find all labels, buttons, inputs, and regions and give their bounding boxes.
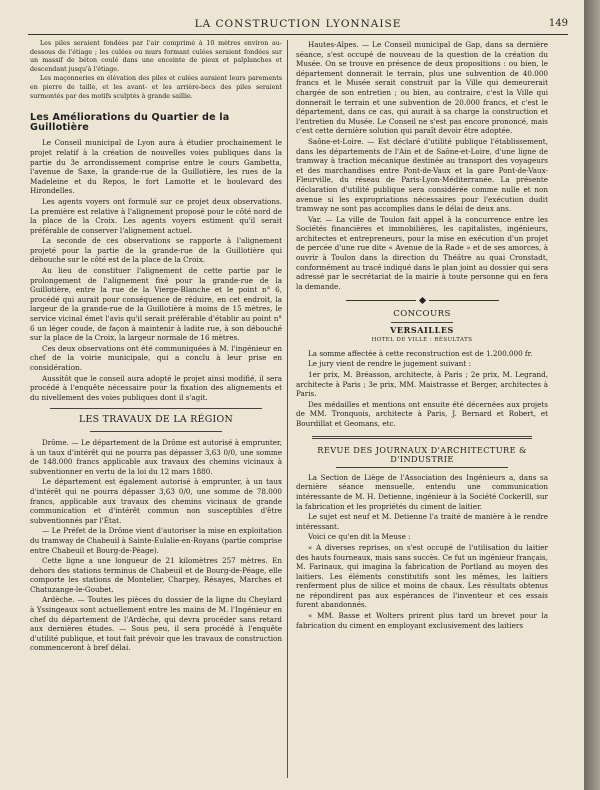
left-column — [30, 40, 282, 654]
article-paragraph: 1er prix, M. Bréasson, architecte, à Paris ; 2e prix, M. Legrand, architecte à Paris ; 3e prix, MM. Maistrasse et Berger, architectes à Paris. — [296, 370, 548, 399]
article-paragraph: « A diverses reprises, on s'est occupé de l'utilisation du laitier des hauts fourneaux, mais sans succès. Ce fut un ingénieur français, M. Farinaux, qui imagina la fabrication de Portland au moyen des laitiers. Les éléments constitutifs sont les mêmes, les laitiers renferment plus de silice et moins de chaux. Les résultats obtenus ne répondirent pas aux espérances de l'inventeur et ces essais furent abandonnés. — [296, 542, 548, 610]
article-paragraph: Ces deux observations ont été communiquées à M. l'ingénieur en chef de la voirie municipale, qui a conclu à leur prise en considération. — [30, 343, 282, 372]
section-title-guillotiere: Les Améliorations du Quartier de la Guillotière — [30, 112, 230, 133]
title-underline — [90, 431, 222, 432]
article-paragraph: Le département est également autorisé à emprunter, à un taux d'intérêt qui ne pourra dépasser 3,63 0/0, une somme de 78.000 francs, applicable aux travaux des chemins vicinaux de grande communication et d'intérêt commun non susceptibles d'être subventionnés par l'État. — [30, 477, 282, 525]
subsection-title-versailles: VERSAILLES — [390, 324, 454, 335]
article-paragraph: Le jury vient de rendre le jugement suivant : — [308, 359, 472, 369]
article-paragraph: Le sujet est neuf et M. Detienne l'a traité de manière à le rendre intéressant. — [296, 512, 548, 531]
article-paragraph: La seconde de ces observations se rapporte à l'alignement projeté pour la partie de la grande-rue de la Guillotière qui débouche sur le côté est de la place de la Croix. — [30, 236, 282, 265]
header-rule — [28, 34, 568, 35]
page-header — [28, 16, 568, 32]
ornament-separator — [296, 296, 548, 306]
intro-paragraph: Les piles seraient fondées par l'air comprimé à 10 mètres environ au-dessous de l'étiage ; les culées ou murs formant culées seraient fondées sur un massif de béton coulé dans une enceinte de pieux et palplanches et descendant jusqu'à l'étiage. — [30, 40, 282, 73]
article-paragraph: Hautes-Alpes. — Le Conseil municipal de Gap, dans sa dernière séance, s'est occupé de nouveau de la question de la création du Musée. On se trouve en présence de deux propositions : ou bien, le département donnerait le terrain, plus une subvention de 40.000 francs et le Musée serait construit par la Ville qui demeurerait chargée de son entretien ; ou bien, au contraire, c'est la Ville qui donnerait le terrain et une subvention de 20.000 francs, et c'est le département, dans ce cas, qui aurait à sa charge la construction et l'entretien du Musée. Le Conseil ne s'est pas encore prononcé, mais c'est cette dernière solution qui paraît devoir être adoptée. — [296, 40, 548, 136]
section-title-revue: REVUE DES JOURNAUX D'ARCHITECTURE & D'INDUSTRIE — [317, 444, 527, 465]
article-paragraph: Cette ligne a une longueur de 21 kilomètres 257 mètres. En dehors des stations terminus de Chabeuil et de Bourg-de-Péage, elle comporte les stations de Montelier, Charpey, Résayes, Marches et Chatuzange-le-Goubet. — [30, 556, 282, 594]
page-number: 149 — [548, 18, 568, 29]
article-paragraph: Les agents voyers ont formulé sur ce projet deux observations. La première est relative à l'alignement proposé pour le côté nord de la place de la Croix. Les agents voyers estiment qu'il serait préférable de conserver l'alignement actuel. — [30, 196, 282, 235]
article-paragraph: La Section de Liège de l'Association des Ingénieurs a, dans sa dernière séance mensuelle, entendu une communication intéressante de M. H. Detienne, ingénieur à la Société Cockerill, sur la fabrication et les propriétés du ciment de laitier. — [296, 472, 548, 511]
right-column — [296, 40, 548, 631]
article-paragraph: Des médailles et mentions ont ensuite été décernées aux projets de MM. Tronquois, architecte à Paris, J. Bernard et Robert, et Bourdillat et Geomans, etc. — [296, 399, 548, 428]
section-rule — [50, 408, 262, 409]
article-paragraph: Drôme. — Le département de la Drôme est autorisé à emprunter, à un taux d'intérêt qui ne pourra pas dépasser 3,63 0/0, une somme de 148.000 francs applicable aux travaux des chemins vicinaux à subventionner en vertu de la loi du 12 mars 1880. — [30, 437, 282, 476]
article-paragraph: Aussitôt que le conseil aura adopté le projet ainsi modifié, il sera procédé à l'enquête nécessaire pour la fixation des alignements et du nivellement des voies publiques dont il s'agit. — [30, 373, 282, 402]
title-underline — [336, 467, 508, 468]
section-rule — [312, 436, 532, 439]
title-underline — [391, 322, 453, 323]
article-paragraph: Le Conseil municipal de Lyon aura à étudier prochainement le projet relatif à la création de nouvelles voies publiques dans la partie du 3e arrondissement comprise entre le cours Gambetta, l'avenue de Saxe, la grande-rue de la Guillotière, les rues de la Madeleine et du Repos, le fort Lamotte et le boulevard des Hirondelles. — [30, 138, 282, 196]
article-paragraph: La somme affectée à cette reconstruction est de 1.200.000 fr. — [308, 348, 533, 358]
journal-title: LA CONSTRUCTION LYONNAISE — [194, 18, 402, 30]
article-paragraph: Voici ce qu'en dit la Meuse : — [308, 532, 411, 542]
book-edge — [584, 0, 600, 790]
section-title-travaux: LES TRAVAUX DE LA RÉGION — [78, 414, 234, 426]
article-paragraph: « MM. Basse et Wolters prirent plus tard un brevet pour la fabrication du ciment en employant exclusivement des laitiers — [296, 611, 548, 630]
section-title-concours: CONCOURS — [393, 309, 451, 320]
article-paragraph: Saône-et-Loire. — Est déclaré d'utilité publique l'établissement, dans les départements de l'Ain et de Saône-et-Loire, d'une ligne de tramway à traction mécanique destinée au transport des voyageurs et des marchandises entre Pont-de-Vaux et la gare Pont-de-Vaux-Fleurville, du réseau de Paris-Lyon-Méditerranée. La présente déclaration d'utilité publique sera considérée comme nulle et non avenue si les expropriations nécessaires pour l'exécution dudit tramway ne sont pas accomplies dans le délai de deux ans. — [296, 136, 548, 214]
column-divider — [287, 40, 288, 778]
article-paragraph: Var. — La ville de Toulon fait appel à la concurrence entre les Sociétés financières et immobilières, les capitalistes, ingénieurs, architectes et entrepreneurs, pour la mise en exécution d'un projet de percée d'une rue dite « Avenue de la Rade » et de ses amorces, à ouvrir à Toulon dans la direction du Théâtre au quai Cronstadt, conformément au tracé indiqué dans le plan joint au dossier qui sera adressé par le secrétariat de la mairie à toute personne qui en fera la demande. — [296, 214, 548, 291]
article-paragraph: Au lieu de constituer l'alignement de cette partie par le prolongement de l'alignement fixé pour la grande-rue de la Guillotière, entre la rue de la Vierge-Blanche et le point n° 6, procédé qui aurait pour conséquence de réduire, en cet endroit, la largeur de la grande-rue de la Guillotière à moins de 15 mètres, le service vicinal émet l'avis qu'il serait préférable d'établir au point n° 6 un léger coude, de façon à maintenir à ladite rue, à son débouché sur la place de la Croix, la largeur normale de 16 mètres. — [30, 266, 282, 343]
article-paragraph: — Le Préfet de la Drôme vient d'autoriser la mise en exploitation du tramway de Chabeuil à Sainte-Eulalie-en-Royans (partie comprise entre Chabeuil et Bourg-de-Péage). — [30, 526, 282, 555]
intro-paragraph: Les maçonneries en élévation des piles et culées auraient leurs parements en pierre de taille, et les avant- et les arrière-becs des piles seraient surmontés par des motifs sculptés à grande saillie. — [30, 75, 282, 100]
article-paragraph: Ardèche. — Toutes les pièces du dossier de la ligne du Cheylard à Yssingeaux sont actuellement entre les mains de M. l'Ingénieur en chef du département de l'Ardèche, qui devra procéder sans retard aux dernières études. — Sous peu, il sera procédé à l'enquête d'utilité publique, et tout fait prévoir que les travaux de construction commenceront à bref délai. — [30, 595, 282, 653]
subsection-subtitle: HOTEL DE VILLE : RÉSULTATS — [371, 337, 473, 344]
